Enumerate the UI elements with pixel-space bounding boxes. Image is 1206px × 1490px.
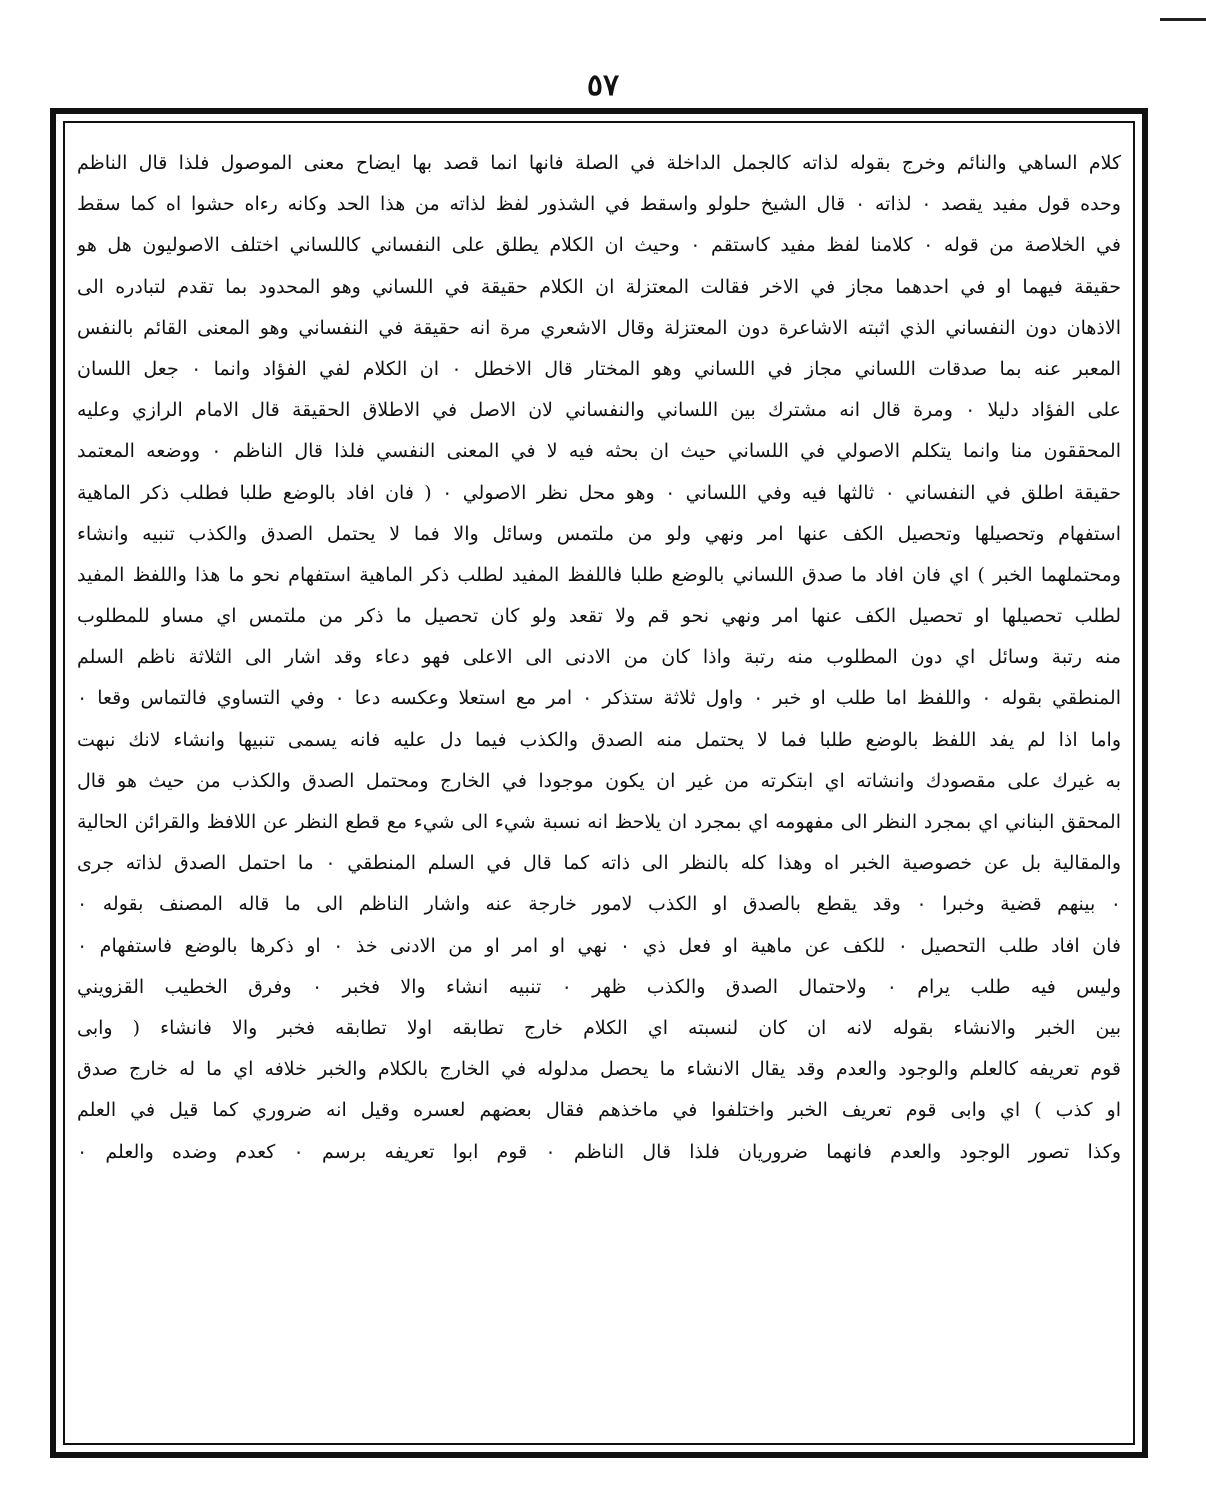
text-line: وكذا تصور الوجود والعدم فانهما ضروريان فلذا قال الناظم ٠ قوم ابوا تعريفه برسم ٠ كعدم وضده والعلم ٠ (77, 1140, 1121, 1163)
text-line: المحقق البناني اي بمجرد النظر الى مفهومه اي بمجرد ان يلاحظ انه نسبة شيء الى شيء مع قطع النظر عن اللافظ والقرائن الحالية (77, 811, 1121, 833)
text-line: واما اذا لم يفد اللفظ بالوضع طلبا فما لا يحتمل منه الصدق والكذب فيما دل عليه فانه يسمى تنبيها وانشاء لانك نبهت (77, 728, 1121, 751)
text-line: والمقالية بل عن خصوصية الخبر اه وهذا كله بالنظر الى ذاته كما قال في السلم المنطقي ٠ ما احتمل الصدق لذاته جرى (77, 852, 1121, 875)
text-line: وحده قول مفيد يقصد ٠ لذاته ٠ قال الشيخ حلولو واسقط في الشذور لفظ لذاته من هذا الحد وكانه رءاه حشوا اه كما سقط (77, 193, 1121, 216)
text-line: قوم تعريفه كالعلم والوجود والعدم وقد يقال الانشاء ما يحصل مدلوله في الخارج بالكلام والخبر خلافه اي ما له خارج صدق (77, 1058, 1121, 1081)
text-line: فان افاد طلب التحصيل ٠ للكف عن ماهية او فعل ذي ٠ نهي او امر او من الادنى خذ ٠ او ذكرها بالوضع فاستفهام ٠ (77, 934, 1121, 957)
text-line: استفهام وتحصيلها وتحصيل الكف عنها امر ونهي ولو من ملتمس وسائل والا فما لا يحتمل الصدق والكذب تنبيه وانشاء (77, 522, 1121, 545)
text-line: على الفؤاد دليلا ٠ ومرة قال انه مشترك بين اللساني والنفساني لان الاصل في الاطلاق الحقيقة قال الامام الرازي وعليه (77, 399, 1121, 422)
text-line: لطلب تحصيلها او تحصيل الكف عنها امر ونهي نحو قم ولا تقعد ولو كان تحصيل ما ذكر من ملتمس اي مساو للمطلوب (77, 605, 1121, 628)
text-line: المعبر عنه بما صدقات اللساني مجاز في اللساني وهو المختار قال الاخطل ٠ ان الكلام لفي الفؤاد وانما ٠ جعل اللسان (77, 357, 1121, 380)
text-line: به غيرك على مقصودك وانشاته اي ابتكرته من غير ان يكون موجودا في الخارج ومحتمل الصدق والكذب من حيث هو قال (77, 769, 1121, 792)
text-line: وليس فيه طلب يرام ٠ ولاحتمال الصدق والكذب ظهر ٠ تنبيه انشاء والا فخبر ٠ وفرق الخطيب القزويني (77, 975, 1121, 998)
text-line: حقيقة فيهما او في احدهما مجاز في الاخر فقالت المعتزلة ان الكلام حقيقة في اللساني وهو المحدود بما تقدم لتبادره الى (77, 275, 1121, 298)
text-line: او كذب ) اي وابى قوم تعريف الخبر واختلفوا في ماخذهم فقال بعضهم لعسره وقيل انه ضروري كما قيل في العلم (77, 1099, 1121, 1122)
text-line: ومحتملهما الخبر ) اي فان افاد ما صدق اللساني بالوضع طلبا فاللفظ المفيد لطلب ذكر الماهية استفهام نحو ما هذا واللفظ المفيد (77, 563, 1121, 586)
text-line: منه رتبة وسائل اي دون المطلوب منه رتبة واذا كان من الادنى الى الاعلى فهو دعاء وقد اشار الى الثلاثة ناظم السلم (77, 646, 1121, 669)
text-line: حقيقة اطلق في النفساني ٠ ثالثها فيه وفي اللساني ٠ وهو محل نظر الاصولي ٠ ( فان افاد بالوضع طلبا فطلب ذكر الماهية (77, 481, 1121, 504)
text-block (77, 143, 1121, 1173)
text-line: المحققون منا وانما يتكلم الاصولي في اللساني حيث ان بحثه فيه لا في المعنى النفسي فلذا قال الناظم ٠ ووضعه المعتمد (77, 440, 1121, 463)
text-line: ٠ بينهم قضية وخبرا ٠ وقد يقطع بالصدق او الكذب لامور خارجة عنه واشار الناظم الى ما قاله المصنف بقوله ٠ (77, 893, 1121, 916)
text-line: بين الخبر والانشاء بقوله لانه ان كان لنسبته اي الكلام خارج تطابقه اولا تطابقه فخبر والا فانشاء ( وابى (77, 1016, 1121, 1039)
text-line: الاذهان دون النفساني الذي اثبته الاشاعرة دون المعتزلة وقال الاشعري مرة انه حقيقة في النفساني وهو المعنى القائم بالنفس (77, 316, 1121, 339)
page-border-inner (63, 121, 1135, 1445)
text-line: المنطقي بقوله ٠ واللفظ اما طلب او خبر ٠ واول ثلاثة ستذكر ٠ امر مع استعلا وعكسه دعا ٠ وفي التساوي فالتماس وقعا ٠ (77, 687, 1121, 710)
page-number: ٥٧ (586, 68, 620, 103)
text-line: في الخلاصة من قوله ٠ كلامنا لفظ مفيد كاستقم ٠ وحيث ان الكلام يطلق على النفساني كاللساني اختلف الاصوليون هل هو (77, 234, 1121, 257)
corner-rule (1160, 18, 1206, 21)
page-border-outer (50, 108, 1148, 1458)
text-line: كلام الساهي والنائم وخرج بقوله لذاته كالجمل الداخلة في الصلة فانها انما قصد بها ايضاح معنى الموصول فلذا قال الناظم (77, 152, 1121, 174)
